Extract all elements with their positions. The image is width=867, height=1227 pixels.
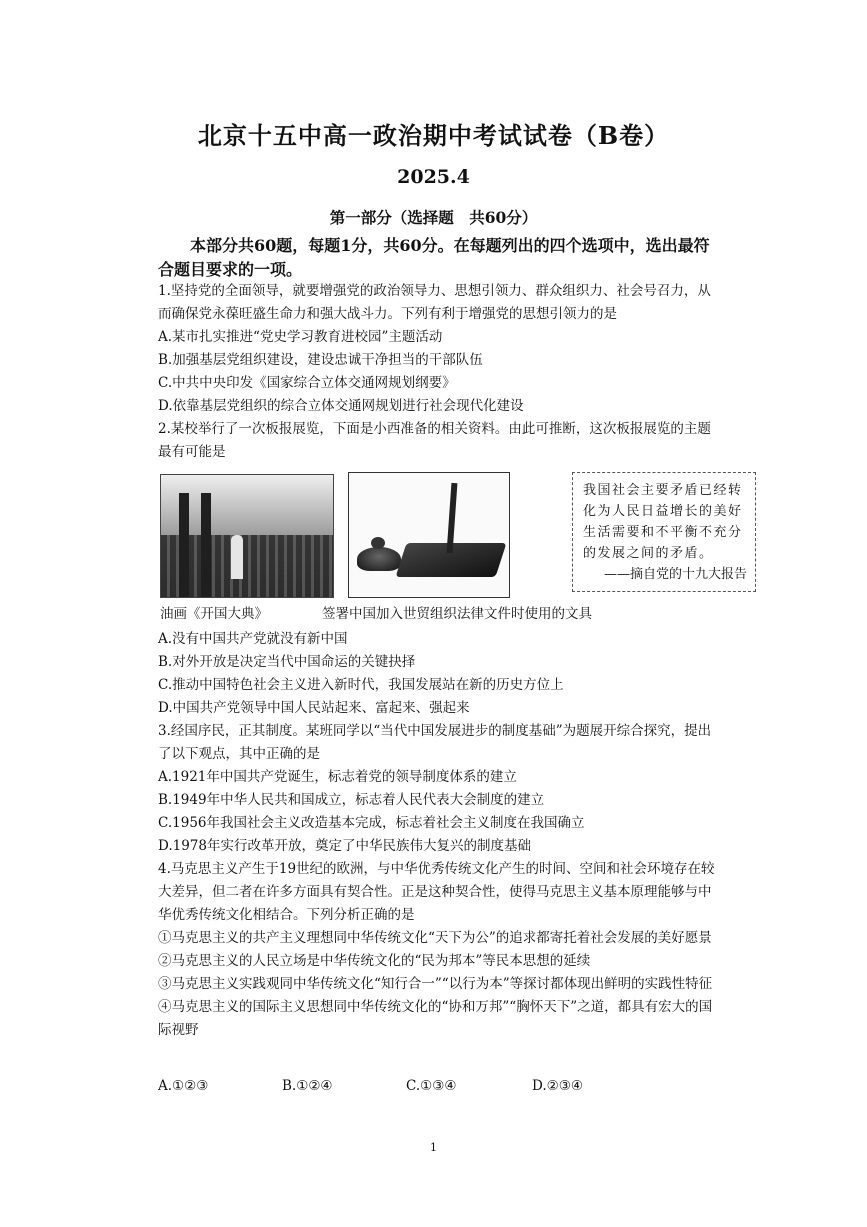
section-heading: 第一部分（选择题 共60分） [329,208,538,227]
option-c: C.1956年我国社会主义改造基本完成，标志着社会主义制度在我国确立 [158,815,585,831]
painting-caption: 油画《开国大典》 [160,606,268,622]
report-quote-box [572,472,756,592]
option-b: B.加强基层党组织建设，建设忠诚干净担当的干部队伍 [158,352,483,368]
question-stem: 1.坚持党的全面领导，就要增强党的政治领导力、思想引领力、群众组织力、社会号召力，从而确保党永葆旺盛生命力和强大战斗力。下列有利于增强党的思想引领力的是 [158,283,711,322]
answer-d: D.②③④ [532,1078,583,1094]
quote-source: ——摘自党的十九大报告 [603,567,747,582]
quote-line: 化为人民日益增长的美好 [583,504,743,519]
signing-stationery-image [348,472,510,598]
option-a: A.没有中国共产党就没有新中国 [158,631,348,647]
page-number: 1 [430,1141,437,1154]
question-4 [158,858,718,1042]
instructions-text: 本部分共60题，每题1分，共60分。在每题列出的四个选项中，选出最符合题目要求的一项。 [158,236,710,279]
option-b: B.1949年中华人民共和国成立，标志着人民代表大会制度的建立 [158,792,545,808]
question-stem: 2.某校举行了一次板报展览，下面是小西准备的相关资料。由此可推断，这次板报展览的主题最有可能是 [158,421,711,460]
option-a: A.1921年中国共产党诞生，标志着党的领导制度体系的建立 [158,769,517,785]
question-2-materials [160,472,760,622]
answer-c: C.①③④ [406,1078,457,1094]
question-stem: 3.经国序民，正其制度。某班同学以“当代中国发展进步的制度基础”为题展开综合探究，提出了以下观点，其中正确的是 [158,723,712,762]
option-a: A.某市扎实推进“党史学习教育进校园”主题活动 [158,329,443,345]
stationery-caption: 签署中国加入世贸组织法律文件时使用的文具 [322,606,592,622]
option-b: B.对外开放是决定当代中国命运的关键抉择 [158,654,416,670]
section-instructions [158,234,718,282]
question-2 [158,418,718,464]
question-3 [158,720,718,858]
question-4-answers [158,1078,718,1100]
option-d: D.依靠基层党组织的综合立体交通网规划进行社会现代化建设 [158,398,524,414]
exam-date: 2025.4 [397,166,470,188]
option-c: C.中共中央印发《国家综合立体交通网规划纲要》 [158,375,456,391]
quote-line: 的发展之间的矛盾。 [583,546,714,561]
option-d: D.中国共产党领导中国人民站起来、富起来、强起来 [158,700,470,716]
option-c: C.推动中国特色社会主义进入新时代，我国发展站在新的历史方位上 [158,677,564,693]
quote-line: 生活需要和不平衡不充分 [583,525,743,540]
statement-4: ④马克思主义的国际主义思想同中华传统文化的“协和万邦”“胸怀天下”之道，都具有宏大的国际视野 [158,999,713,1038]
statement-2: ②马克思主义的人民立场是中华传统文化的“民为邦本”等民本思想的延续 [158,953,591,969]
question-stem: 4.马克思主义产生于19世纪的欧洲，与中华优秀传统文化产生的时间、空间和社会环境存在较大差异，但二者在许多方面具有契合性。正是这种契合性，使得马克思主义基本原理能够与中华优秀传统文化相结合。下列分析正确的是 [158,861,715,923]
statement-3: ③马克思主义实践观同中华传统文化“知行合一”“以行为本”等探讨都体现出鲜明的实践性特征 [158,976,713,992]
option-d: D.1978年实行改革开放，奠定了中华民族伟大复兴的制度基础 [158,838,531,854]
quote-line: 我国社会主要矛盾已经转 [583,483,743,498]
question-2-options [158,628,718,720]
answer-a: A.①②③ [158,1078,209,1094]
answer-b: B.①②④ [282,1078,333,1094]
question-1 [158,280,718,418]
statement-1: ①马克思主义的共产主义理想同中华传统文化“天下为公”的追求都寄托着社会发展的美好愿景 [158,930,712,946]
exam-title: 北京十五中高一政治期中考试试卷（B卷） [197,121,670,150]
founding-ceremony-painting-image [160,474,334,598]
